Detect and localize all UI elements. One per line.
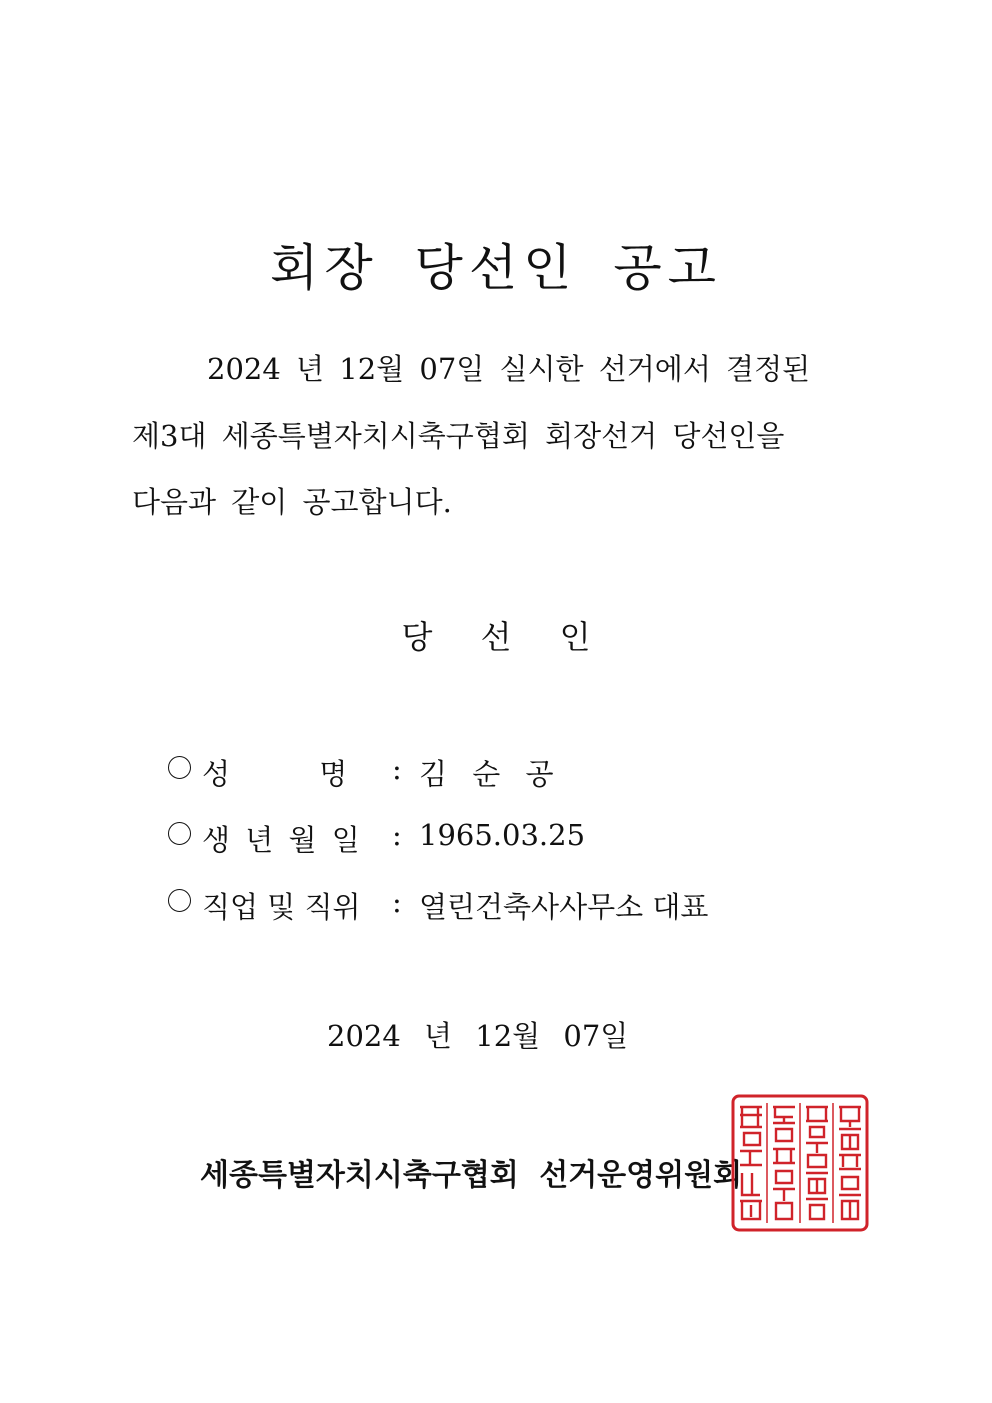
info-colon: :	[392, 885, 402, 919]
info-value: 열린건축사사무소 대표	[419, 890, 709, 924]
announcement-line-1: 2024 년 12월 07일 실시한 선거에서 결정된	[207, 352, 811, 386]
announcement-line-2: 제3대 세종특별자치시축구협회 회장선거 당선인을	[132, 419, 785, 453]
info-label: 직업 및 직위	[202, 890, 361, 924]
info-colon: :	[392, 752, 402, 786]
circle-bullet-icon	[168, 822, 191, 845]
issuing-organization: 세종특별자치시축구협회 선거운영위원회	[200, 1158, 743, 1193]
announcement-line-3: 다음과 같이 공고합니다.	[132, 485, 452, 519]
info-value: 김 순 공	[419, 757, 554, 791]
official-seal-icon	[730, 1093, 870, 1233]
info-label: 생 년 월 일	[202, 823, 360, 857]
info-colon: :	[392, 818, 402, 852]
circle-bullet-icon	[168, 756, 191, 779]
section-heading: 당 선 인	[401, 618, 591, 656]
document-title: 회장 당선인 공고	[270, 239, 722, 297]
announcement-date: 2024 년 12월 07일	[327, 1019, 629, 1053]
info-label: 성 명	[202, 757, 348, 791]
circle-bullet-icon	[168, 889, 191, 912]
info-value: 1965.03.25	[419, 818, 586, 852]
